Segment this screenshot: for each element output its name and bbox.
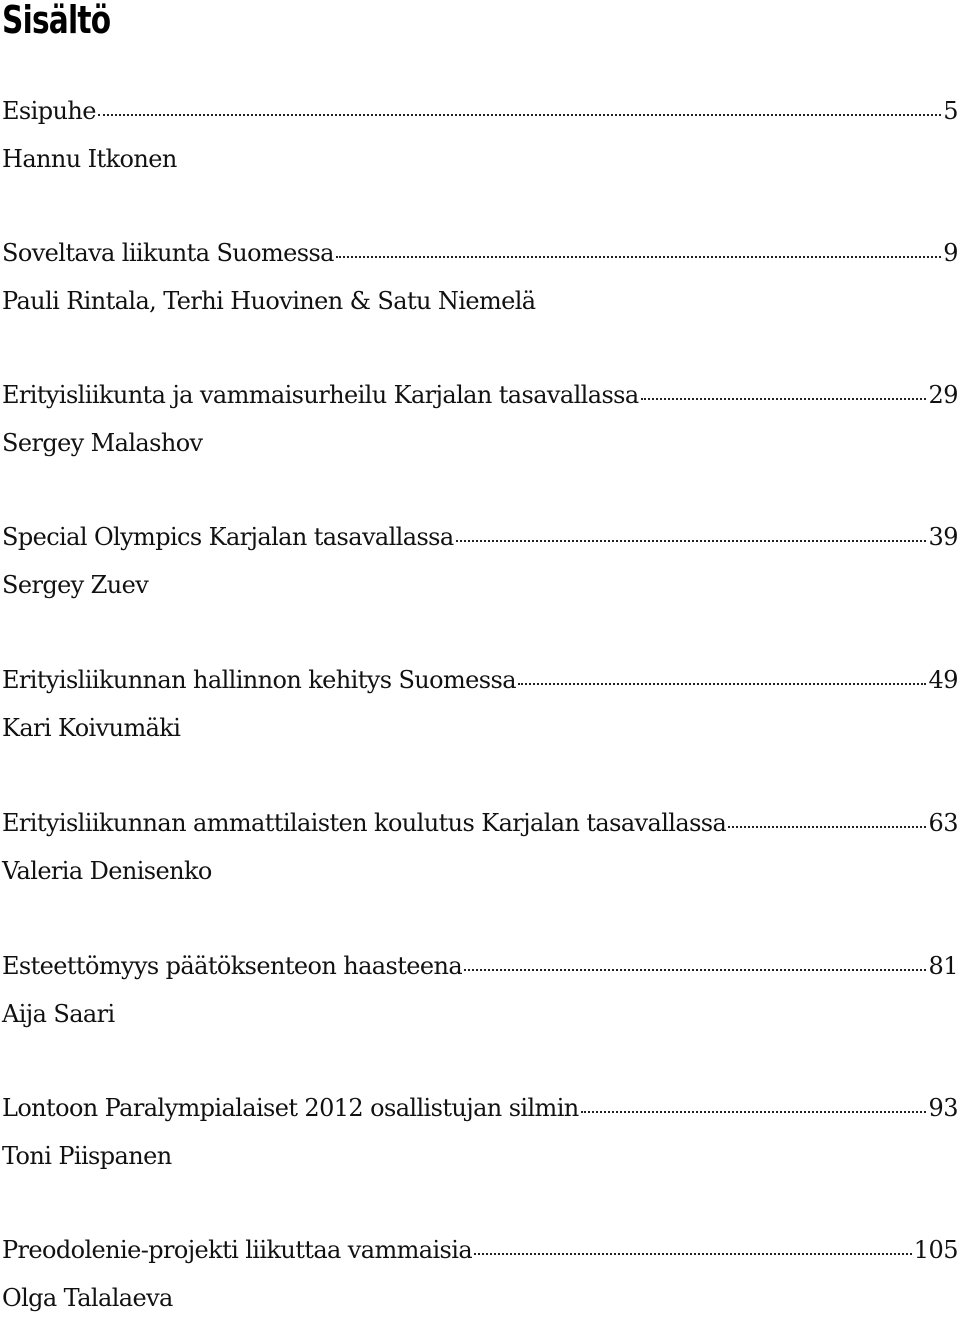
page-title: Sisältö	[2, 0, 111, 42]
toc-entry-author: Hannu Itkonen	[2, 145, 177, 173]
toc-entry-line	[2, 96, 958, 126]
toc-entry	[2, 665, 958, 743]
toc-entry-title: Preodolenie-projekti liikuttaa vammaisia	[2, 1236, 473, 1264]
toc-entry-author: Toni Piispanen	[2, 1142, 172, 1170]
toc-entry-line	[2, 951, 958, 981]
toc-entry-page-number: 63	[928, 809, 958, 837]
toc-entry-page-number: 93	[928, 1094, 958, 1122]
toc-entry	[2, 951, 958, 1029]
toc-entry-page-number: 5	[943, 97, 958, 125]
dot-leader	[641, 394, 927, 400]
toc-entry-title: Esipuhe	[2, 97, 96, 125]
toc-entry-author: Olga Talalaeva	[2, 1284, 173, 1312]
toc-entry	[2, 522, 958, 600]
toc-entry-title: Special Olympics Karjalan tasavallassa	[2, 523, 454, 551]
dot-leader	[474, 1249, 912, 1255]
toc-entry-author: Pauli Rintala, Terhi Huovinen & Satu Niemelä	[2, 287, 536, 315]
toc-entry	[2, 380, 958, 458]
toc-entry-page-number: 105	[913, 1236, 958, 1264]
toc-entry-title: Erityisliikunnan hallinnon kehitys Suomessa	[2, 666, 516, 694]
toc-entry-author: Sergey Zuev	[2, 571, 149, 599]
toc-entry-page-number: 81	[928, 952, 958, 980]
dot-leader	[336, 252, 941, 258]
toc-entry	[2, 808, 958, 886]
toc-entry	[2, 96, 958, 174]
toc-entry-line	[2, 665, 958, 695]
toc-entry-title: Lontoon Paralympialaiset 2012 osallistujan silmin	[2, 1094, 579, 1122]
toc-entry-author: Kari Koivumäki	[2, 714, 181, 742]
toc-entry	[2, 1235, 958, 1313]
toc-entry-page-number: 39	[928, 523, 958, 551]
dot-leader	[98, 110, 941, 116]
toc-entry-author: Aija Saari	[2, 1000, 115, 1028]
toc-entry-line	[2, 808, 958, 838]
dot-leader	[581, 1107, 927, 1113]
dot-leader	[518, 679, 927, 685]
toc-entry-title: Erityisliikunnan ammattilaisten koulutus Karjalan tasavallassa	[2, 809, 727, 837]
dot-leader	[728, 822, 926, 828]
toc-entry-line	[2, 1093, 958, 1123]
dot-leader	[456, 536, 927, 542]
toc-entry-page-number: 9	[943, 239, 958, 267]
toc-entry-author: Valeria Denisenko	[2, 857, 212, 885]
toc-entry-line	[2, 522, 958, 552]
dot-leader	[464, 965, 926, 971]
toc-entry-page-number: 29	[928, 381, 958, 409]
toc-entry-line	[2, 238, 958, 268]
toc-entry-title: Soveltava liikunta Suomessa	[2, 239, 334, 267]
toc-entry-title: Erityisliikunta ja vammaisurheilu Karjalan tasavallassa	[2, 381, 639, 409]
toc-entry-title: Esteettömyys päätöksenteon haasteena	[2, 952, 463, 980]
toc-entry-author: Sergey Malashov	[2, 429, 203, 457]
toc-entry-page-number: 49	[928, 666, 958, 694]
toc-entry-line	[2, 380, 958, 410]
toc-entry	[2, 238, 958, 316]
toc-entry	[2, 1093, 958, 1171]
toc-entry-line	[2, 1235, 958, 1265]
